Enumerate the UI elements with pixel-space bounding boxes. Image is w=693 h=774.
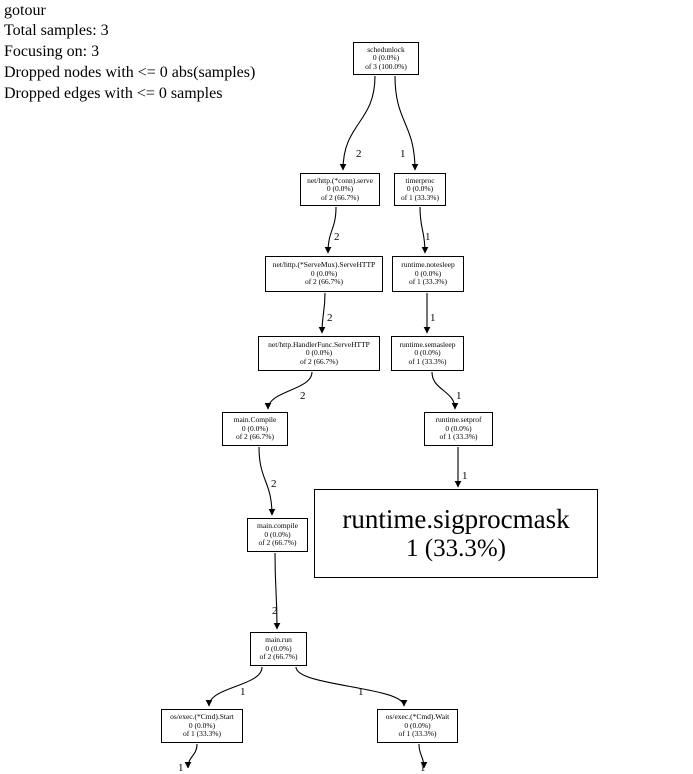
edge-weight-label: 1 [456,390,462,402]
graph-node-connserve[interactable] [300,173,380,206]
edge-weight-label: 1 [240,686,246,698]
edge-weight-label: 1 [420,762,426,774]
graph-node-timerproc[interactable] [394,173,446,206]
edge-weight-label: 1 [430,312,436,324]
node-label: net/http.(*conn).serve [307,175,373,185]
node-total-value: of 1 (33.3%) [408,356,447,366]
edge-weight-label: 1 [425,231,431,243]
node-total-value: of 2 (66.7%) [299,356,339,366]
node-self-value: 0 (0.0%) [445,423,472,433]
edge-weight-label: 1 [358,686,364,698]
graph-node-semasleep[interactable] [391,336,464,371]
graph-edge-maincompile-to-mainrun [275,553,277,629]
edge-weight-label: 2 [334,231,340,243]
graph-node-cmdWait[interactable] [377,709,458,743]
node-label: timerproc [405,175,435,185]
node-total-value: of 1 (33.3%) [182,729,222,739]
node-self-value: 0 (0.0%) [326,184,354,194]
edge-weight-label: 2 [271,478,277,490]
node-total-value: of 2 (66.7%) [320,192,360,202]
graph-node-handlerfunc[interactable] [258,336,380,371]
graph-node-maincompile[interactable] [247,518,308,552]
graph-edge-timerproc-to-notesleep [420,207,425,253]
node-label: runtime.sigprocmask [342,504,570,535]
graph-node-sigprocmask[interactable] [314,489,598,578]
graph-edge-servemux-to-handlerfunc [322,293,325,333]
graph-edge-mainrun-to-cmdWait [296,667,404,706]
node-label: schedunlock [367,44,405,54]
node-self-value: 0 (0.0%) [414,268,442,278]
edge-weight-label: 2 [272,605,278,617]
graph-node-mainCompile[interactable] [222,412,288,446]
node-total-value: of 1 (33.3%) [439,432,478,442]
graph-edge-cmdStart-to-below1 [188,744,197,768]
node-self-value: 0 (0.0%) [414,348,441,358]
graph-edge-semasleep-to-setprof [432,372,455,409]
edge-weight-label: 1 [400,148,406,160]
graph-node-servemux[interactable] [265,256,383,292]
edge-weight-label: 2 [327,312,333,324]
header-line-dropped-nodes: Dropped nodes with <= 0 abs(samples) [4,64,256,81]
graph-edge-connserve-to-servemux [328,207,336,253]
node-total-value: of 1 (33.3%) [408,277,448,287]
node-self-value: 0 (0.0%) [404,720,431,730]
edge-weight-label: 1 [462,470,468,482]
node-label: main.run [265,635,292,645]
node-total-value: of 2 (66.7%) [235,432,275,442]
node-label: runtime.setprof [435,415,482,425]
graph-node-schedunlock[interactable] [353,42,419,75]
node-label: net/http.(*ServeMux).ServeHTTP [272,260,376,270]
header-line-focusing-on: Focusing on: 3 [4,43,100,60]
node-total-value: of 2 (66.7%) [304,277,344,287]
header-line-dropped-edges: Dropped edges with <= 0 samples [4,85,223,102]
graph-node-setprof[interactable] [424,412,493,446]
node-self-value: 0 (0.0%) [188,720,216,730]
node-self-value: 0 (0.0%) [305,348,333,358]
node-label: os/exec.(*Cmd).Start [170,712,234,722]
edge-weight-label: 2 [356,148,362,160]
node-label: runtime.notesleep [401,260,455,270]
node-self-value: 0 (0.0%) [264,529,291,539]
node-label: main.Compile [233,415,277,425]
node-total-value: of 1 (33.3%) [398,729,437,739]
node-total-value: of 2 (66.7%) [258,538,297,548]
node-total-value: of 2 (66.7%) [259,652,298,662]
node-total-value: of 3 (100.0%) [365,61,407,71]
graph-node-cmdStart[interactable] [161,709,243,743]
node-total-value: of 1 (33.3%) [400,192,440,202]
edge-weight-label: 2 [300,390,306,402]
node-self-value: 0 (0.0%) [310,268,338,278]
node-label: runtime.semasleep [399,339,456,349]
graph-edge-mainrun-to-cmdStart [209,667,262,706]
header-line-total-samples: Total samples: 3 [4,22,109,39]
node-label: main.compile [256,521,299,531]
node-total-value: 1 (33.3%) [406,534,506,562]
node-self-value: 0 (0.0%) [241,423,269,433]
graph-node-mainrun[interactable] [250,632,307,666]
node-self-value: 0 (0.0%) [265,643,292,653]
edge-weight-label: 1 [178,762,184,774]
node-self-value: 0 (0.0%) [406,184,434,194]
node-label: net/http.HandlerFunc.ServeHTTP [268,339,370,349]
header-line-title: gotour [4,2,46,19]
node-self-value: 0 (0.0%) [372,53,400,63]
node-label: os/exec.(*Cmd).Wait [385,712,450,722]
graph-node-notesleep[interactable] [392,256,464,292]
